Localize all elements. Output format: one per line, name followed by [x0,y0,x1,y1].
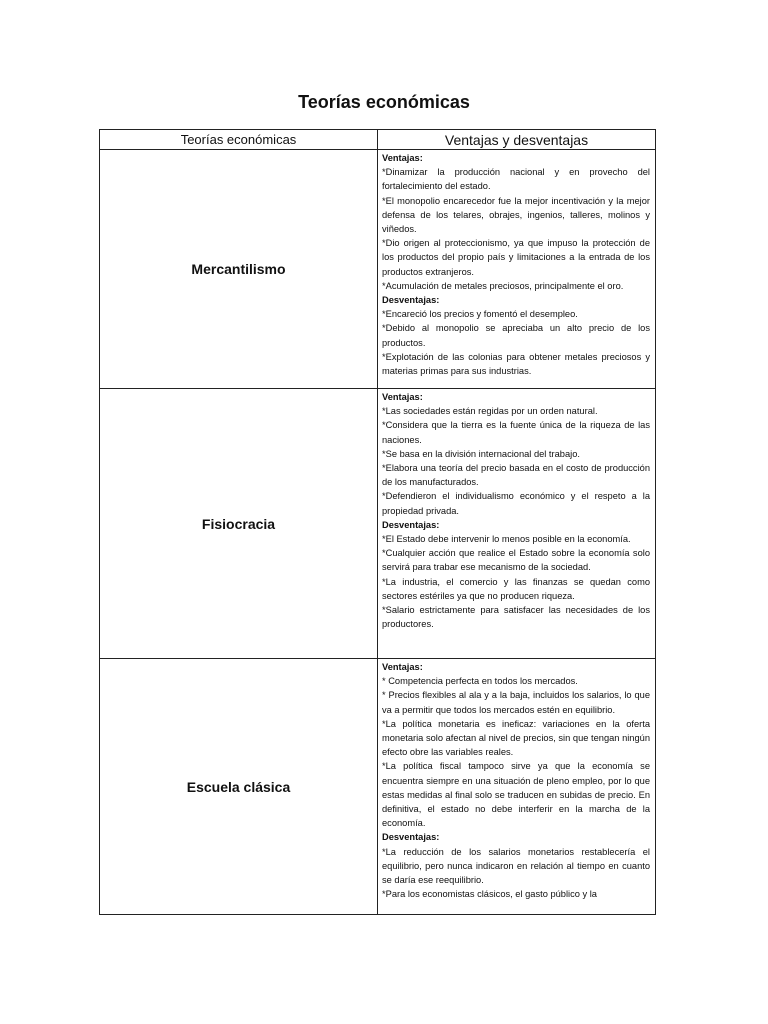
ventaja-item: * Precios flexibles al ala y a la baja, incluidos los salarios, lo que va a permitir que todos los mercados estén en equilibrio. [382,690,650,715]
table-row-mercantilismo [100,150,656,389]
table-header-row [100,130,656,150]
desventaja-item: *Explotación de las colonias para obtener metales preciosos y materias primas para sus industrias. [382,351,650,377]
ventaja-item: *Se basa en la división internacional del trabajo. [382,448,580,459]
desventajas-label: Desventajas: [382,832,440,843]
ventaja-item: *Elabora una teoría del precio basada en el costo de producción de los manufacturados. [382,463,650,488]
ventaja-item: *Las sociedades están regidas por un orden natural. [382,406,598,417]
document-title: Teorías económicas [298,92,470,112]
theory-name: Fisiocracia [100,389,378,659]
desventaja-item: *Encareció los precios y fomentó el desempleo. [382,309,578,320]
ventaja-item: *Dio origen al proteccionismo, ya que impuso la protección de los productos del propio país y limitaciones a la entrada de los productos extranjeros. [382,238,650,277]
ventajas-label: Ventajas: [382,662,423,672]
desventaja-item: *Salario estrictamente para satisfacer las necesidades de los productores. [382,605,650,630]
pros-cons-cell [378,150,656,389]
desventaja-item: *La reducción de los salarios monetarios restablecería el equilibrio, pero nunca indicaron en relación al tiempo en cuanto se daría ese reequilibrio. [382,846,650,886]
ventaja-item: *Dinamizar la producción nacional y en provecho del fortalecimiento del estado. [382,167,650,192]
ventajas-label: Ventajas: [382,392,423,402]
ventaja-item: *La política fiscal tampoco sirve ya que la economía se encuentra siempre en una situación de pleno empleo, por lo que estas medidas al final solo se traducen en subidas de precio. En definitiva, el estado no debe interferir en la marcha de la economía. [382,761,650,829]
ventaja-item: *Acumulación de metales preciosos, principalmente el oro. [382,280,624,291]
table-row-fisiocracia [100,389,656,659]
column-header-theories: Teorías económicas [100,130,378,150]
ventaja-item: *La política monetaria es ineficaz: variaciones en la oferta monetaria solo afectan al nivel de precios, sin que tengan ningún efecto obre las variables reales. [382,718,650,758]
table-row-escuela-clasica [100,659,656,915]
theory-name: Mercantilismo [100,150,378,389]
pros-cons-cell [378,659,656,915]
desventajas-label: Desventajas: [382,519,440,530]
desventaja-item: *Para los economistas clásicos, el gasto público y la [382,889,597,900]
ventaja-item: *El monopolio encarecedor fue la mejor incentivación y la mejor defensa de los telares, obrajes, ingenios, talleres, molinos y viñedos. [382,195,650,235]
desventaja-item: *El Estado debe intervenir lo menos posible en la economía. [382,534,631,545]
desventaja-item: *Debido al monopolio se apreciaba un alto precio de los productos. [382,323,650,348]
ventaja-item: *Defendieron el individualismo económico y el respeto a la propiedad privada. [382,491,650,516]
desventaja-item: *Cualquier acción que realice el Estado sobre la economía solo servirá para trabar ese mecanismo de la sociedad. [382,548,650,573]
column-header-pros-cons: Ventajas y desventajas [378,130,656,150]
pros-cons-cell [378,389,656,659]
ventaja-item: *Considera que la tierra es la fuente única de la riqueza de las naciones. [382,420,650,445]
ventaja-item: * Competencia perfecta en todos los mercados. [382,676,578,687]
ventajas-label: Ventajas: [382,153,423,163]
theories-table [99,129,656,915]
desventaja-item: *La industria, el comercio y las finanzas se quedan como sectores estériles ya que no producen riqueza. [382,576,650,601]
theory-name: Escuela clásica [100,659,378,915]
desventajas-label: Desventajas: [382,295,440,306]
